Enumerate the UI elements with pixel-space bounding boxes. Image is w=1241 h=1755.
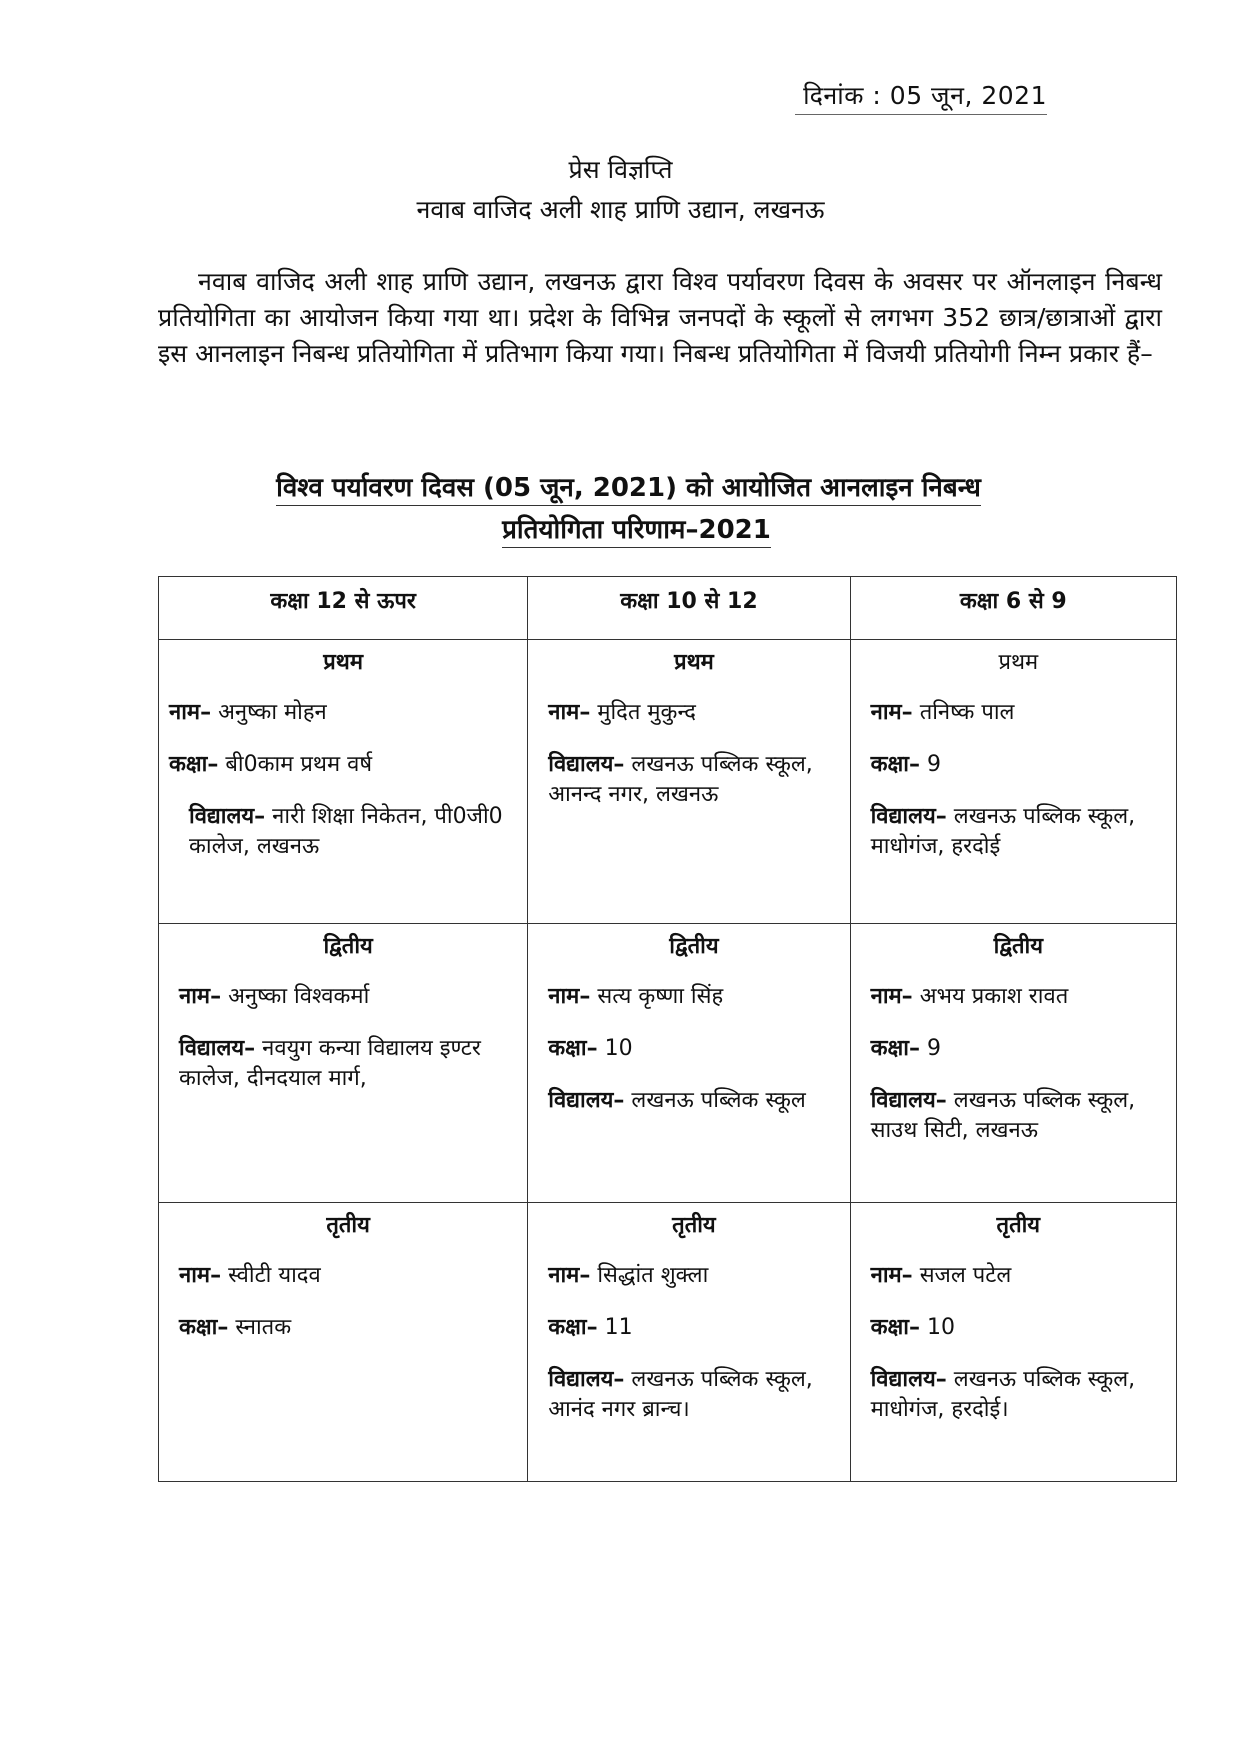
intro-paragraph: नवाब वाजिद अली शाह प्राणि उद्यान, लखनऊ द्वारा विश्व पर्यावरण दिवस के अवसर पर ऑनलाइन निबन्ध प्रतियोगिता का आयोजन किया गया था। प्रदेश के विभिन्न जनपदों के स्कूलों से लगभग 352 छात्र/छात्राओं द्वारा इस आनलाइन निबन्ध प्रतियोगिता में प्रतिभाग किया गया। निबन्ध प्रतियोगिता में विजयी प्रतियोगी निम्न प्रकार हैं– <box>158 267 1162 368</box>
school-line <box>871 1086 1166 1146</box>
class-line <box>169 750 517 780</box>
school-line <box>179 1034 517 1094</box>
press-release-title: प्रेस विज्ञप्ति <box>568 155 673 184</box>
school-label: विद्यालय– <box>870 804 947 829</box>
school-label: विद्यालय– <box>548 752 625 777</box>
class-label: कक्षा– <box>179 1315 229 1340</box>
school-value: लखनऊ पब्लिक स्कूल, आनन्द नगर, लखनऊ <box>548 752 813 807</box>
name-label: नाम– <box>870 700 913 725</box>
name-value: अनुष्का मोहन <box>218 700 327 725</box>
name-line <box>871 1261 1166 1291</box>
school-value: नारी शिक्षा निकेतन, पी0जी0 कालेज, लखनऊ <box>189 804 503 859</box>
name-line <box>169 698 517 728</box>
name-line <box>548 982 839 1012</box>
name-label: नाम– <box>169 700 212 725</box>
results-table <box>158 576 1177 1482</box>
class-line <box>548 1034 839 1064</box>
name-label: नाम– <box>870 1263 913 1288</box>
column-header-6-to-9: कक्षा 6 से 9 <box>850 577 1176 640</box>
name-value: स्वीटी यादव <box>228 1263 321 1288</box>
result-cell <box>528 924 850 1203</box>
school-value: लखनऊ पब्लिक स्कूल, माधोगंज, हरदोई। <box>870 1367 1136 1422</box>
school-line <box>548 1086 839 1116</box>
position-label: प्रथम <box>323 650 363 675</box>
class-label: कक्षा– <box>169 752 219 777</box>
name-value: मुदित मुकुन्द <box>597 700 696 725</box>
name-label: नाम– <box>548 984 591 1009</box>
results-heading-line1 <box>8 468 1241 504</box>
result-cell <box>159 1203 528 1482</box>
class-label: कक्षा– <box>870 1315 920 1340</box>
name-line <box>179 982 517 1012</box>
school-line <box>871 1365 1166 1425</box>
name-label: नाम– <box>548 1263 591 1288</box>
position-label: तृतीय <box>996 1213 1041 1238</box>
name-line <box>179 1261 517 1291</box>
table-row-first <box>159 640 1177 924</box>
class-value: स्नातक <box>235 1315 292 1340</box>
class-value: 10 <box>926 1315 955 1340</box>
class-line <box>871 1313 1166 1343</box>
result-cell <box>850 1203 1176 1482</box>
result-cell <box>528 1203 850 1482</box>
school-value: लखनऊ पब्लिक स्कूल, माधोगंज, हरदोई <box>870 804 1136 859</box>
name-value: तनिष्क पाल <box>919 700 1015 725</box>
name-value: सजल पटेल <box>919 1263 1012 1288</box>
name-label: नाम– <box>548 700 591 725</box>
name-value: सिद्धांत शुक्ला <box>597 1263 709 1288</box>
name-value: अनुष्का विश्वकर्मा <box>228 984 370 1009</box>
position-label: द्वितीय <box>669 934 719 959</box>
school-value: नवयुग कन्या विद्यालय इण्टर कालेज, दीनदयाल मार्ग, <box>179 1036 481 1091</box>
school-line <box>169 802 517 862</box>
class-line <box>871 1034 1166 1064</box>
class-line <box>179 1313 517 1343</box>
class-value: 9 <box>926 752 941 777</box>
result-cell <box>159 924 528 1203</box>
results-heading-line1-text: विश्व पर्यावरण दिवस (05 जून, 2021) को आयोजित आनलाइन निबन्ध <box>276 473 981 506</box>
results-heading-line2-text: प्रतियोगिता परिणाम–2021 <box>502 515 771 548</box>
position-label: प्रथम <box>674 650 714 675</box>
name-value: अभय प्रकाश रावत <box>919 984 1069 1009</box>
organization-name: नवाब वाजिद अली शाह प्राणि उद्यान, लखनऊ <box>416 195 825 224</box>
class-value: बी0काम प्रथम वर्ष <box>225 752 373 777</box>
result-cell <box>850 640 1176 924</box>
table-row-second <box>159 924 1177 1203</box>
class-label: कक्षा– <box>870 752 920 777</box>
school-label: विद्यालय– <box>189 804 266 829</box>
name-label: नाम– <box>179 1263 222 1288</box>
school-line <box>548 1365 839 1425</box>
results-heading-line2 <box>16 510 1241 546</box>
position-label: तृतीय <box>672 1213 716 1238</box>
school-value: लखनऊ पब्लिक स्कूल <box>631 1088 806 1113</box>
column-header-above-12: कक्षा 12 से ऊपर <box>159 577 528 640</box>
result-cell <box>528 640 850 924</box>
class-label: कक्षा– <box>870 1036 920 1061</box>
column-header-10-to-12: कक्षा 10 से 12 <box>528 577 850 640</box>
name-label: नाम– <box>870 984 913 1009</box>
class-line <box>548 1313 839 1343</box>
result-cell <box>850 924 1176 1203</box>
result-cell <box>159 640 528 924</box>
school-label: विद्यालय– <box>870 1367 947 1392</box>
class-value: 10 <box>604 1036 633 1061</box>
date-line: दिनांक : 05 जून, 2021 <box>795 78 1047 115</box>
table-row-third <box>159 1203 1177 1482</box>
name-line <box>871 698 1166 728</box>
position-label: तृतीय <box>326 1213 370 1238</box>
class-label: कक्षा– <box>548 1315 598 1340</box>
position-label: द्वितीय <box>993 934 1043 959</box>
school-value: लखनऊ पब्लिक स्कूल, साउथ सिटी, लखनऊ <box>870 1088 1136 1143</box>
school-line <box>871 802 1166 862</box>
name-line <box>871 982 1166 1012</box>
school-label: विद्यालय– <box>548 1367 625 1392</box>
name-line <box>548 1261 839 1291</box>
name-label: नाम– <box>179 984 222 1009</box>
name-line <box>548 698 839 728</box>
school-label: विद्यालय– <box>548 1088 625 1113</box>
class-line <box>871 750 1166 780</box>
school-value: लखनऊ पब्लिक स्कूल, आनंद नगर ब्रान्च। <box>548 1367 813 1422</box>
table-header-row <box>159 577 1177 640</box>
school-label: विद्यालय– <box>179 1036 256 1061</box>
school-line <box>548 750 839 810</box>
class-label: कक्षा– <box>548 1036 598 1061</box>
class-value: 9 <box>926 1036 941 1061</box>
position-label: द्वितीय <box>323 934 373 959</box>
name-value: सत्य कृष्णा सिंह <box>597 984 724 1009</box>
position-label: प्रथम <box>998 650 1039 675</box>
school-label: विद्यालय– <box>870 1088 947 1113</box>
class-value: 11 <box>604 1315 633 1340</box>
